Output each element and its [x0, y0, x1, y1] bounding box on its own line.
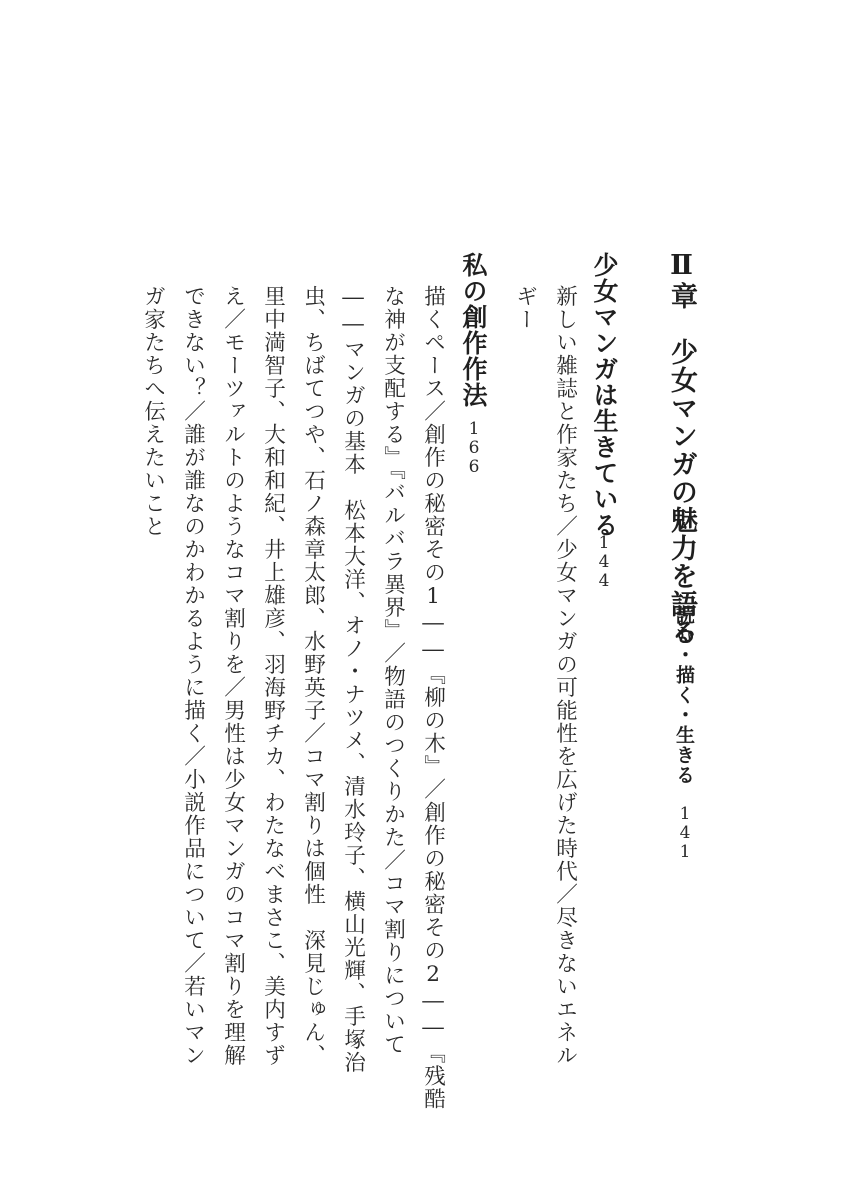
- section-line: ――マンガの基本 松本大洋、オノ・ナツメ、清水玲子、横山光輝、手塚治: [340, 285, 366, 1074]
- section-line: 虫、ちばてつや、石ノ森章太郎、水野英子／コマ割りは個性 深見じゅん、: [300, 285, 326, 1067]
- chapter-page-number: 141: [675, 804, 695, 861]
- section-line: 里中満智子、大和和紀、井上雄彦、羽海野チカ、わたなべまさこ、美内すず: [260, 285, 286, 1067]
- section-line: な神が支配する』『バルバラ異界』／物語のつくりかた／コマ割りについて: [380, 285, 406, 1057]
- section-title: 私の創作作法: [459, 252, 488, 408]
- chapter-subtitle: 読む・描く・生きる: [673, 605, 695, 785]
- section-title: 少女マンガは生きている: [590, 252, 619, 538]
- section-page-number: 144: [594, 533, 614, 590]
- section-line: え／モーツァルトのようなコマ割りを／男性は少女マンガのコマ割りを理解: [220, 285, 246, 1067]
- section-page-number: 166: [464, 419, 484, 476]
- section-line: 描くペース／創作の秘密その1――『柳の木』／創作の秘密その2――『残酷: [420, 285, 446, 1111]
- section-line: 新しい雑誌と作家たち／少女マンガの可能性を広げた時代／尽きないエネル: [552, 285, 578, 1067]
- section-line: ギー: [512, 285, 538, 331]
- section-line: できない？／誰が誰なのかわかるように描く／小説作品について／若いマン: [180, 285, 206, 1067]
- chapter-heading: Ⅱ章 少女マンガの魅力を語る: [666, 250, 697, 646]
- section-line: ガ家たちへ伝えたいこと: [140, 285, 166, 538]
